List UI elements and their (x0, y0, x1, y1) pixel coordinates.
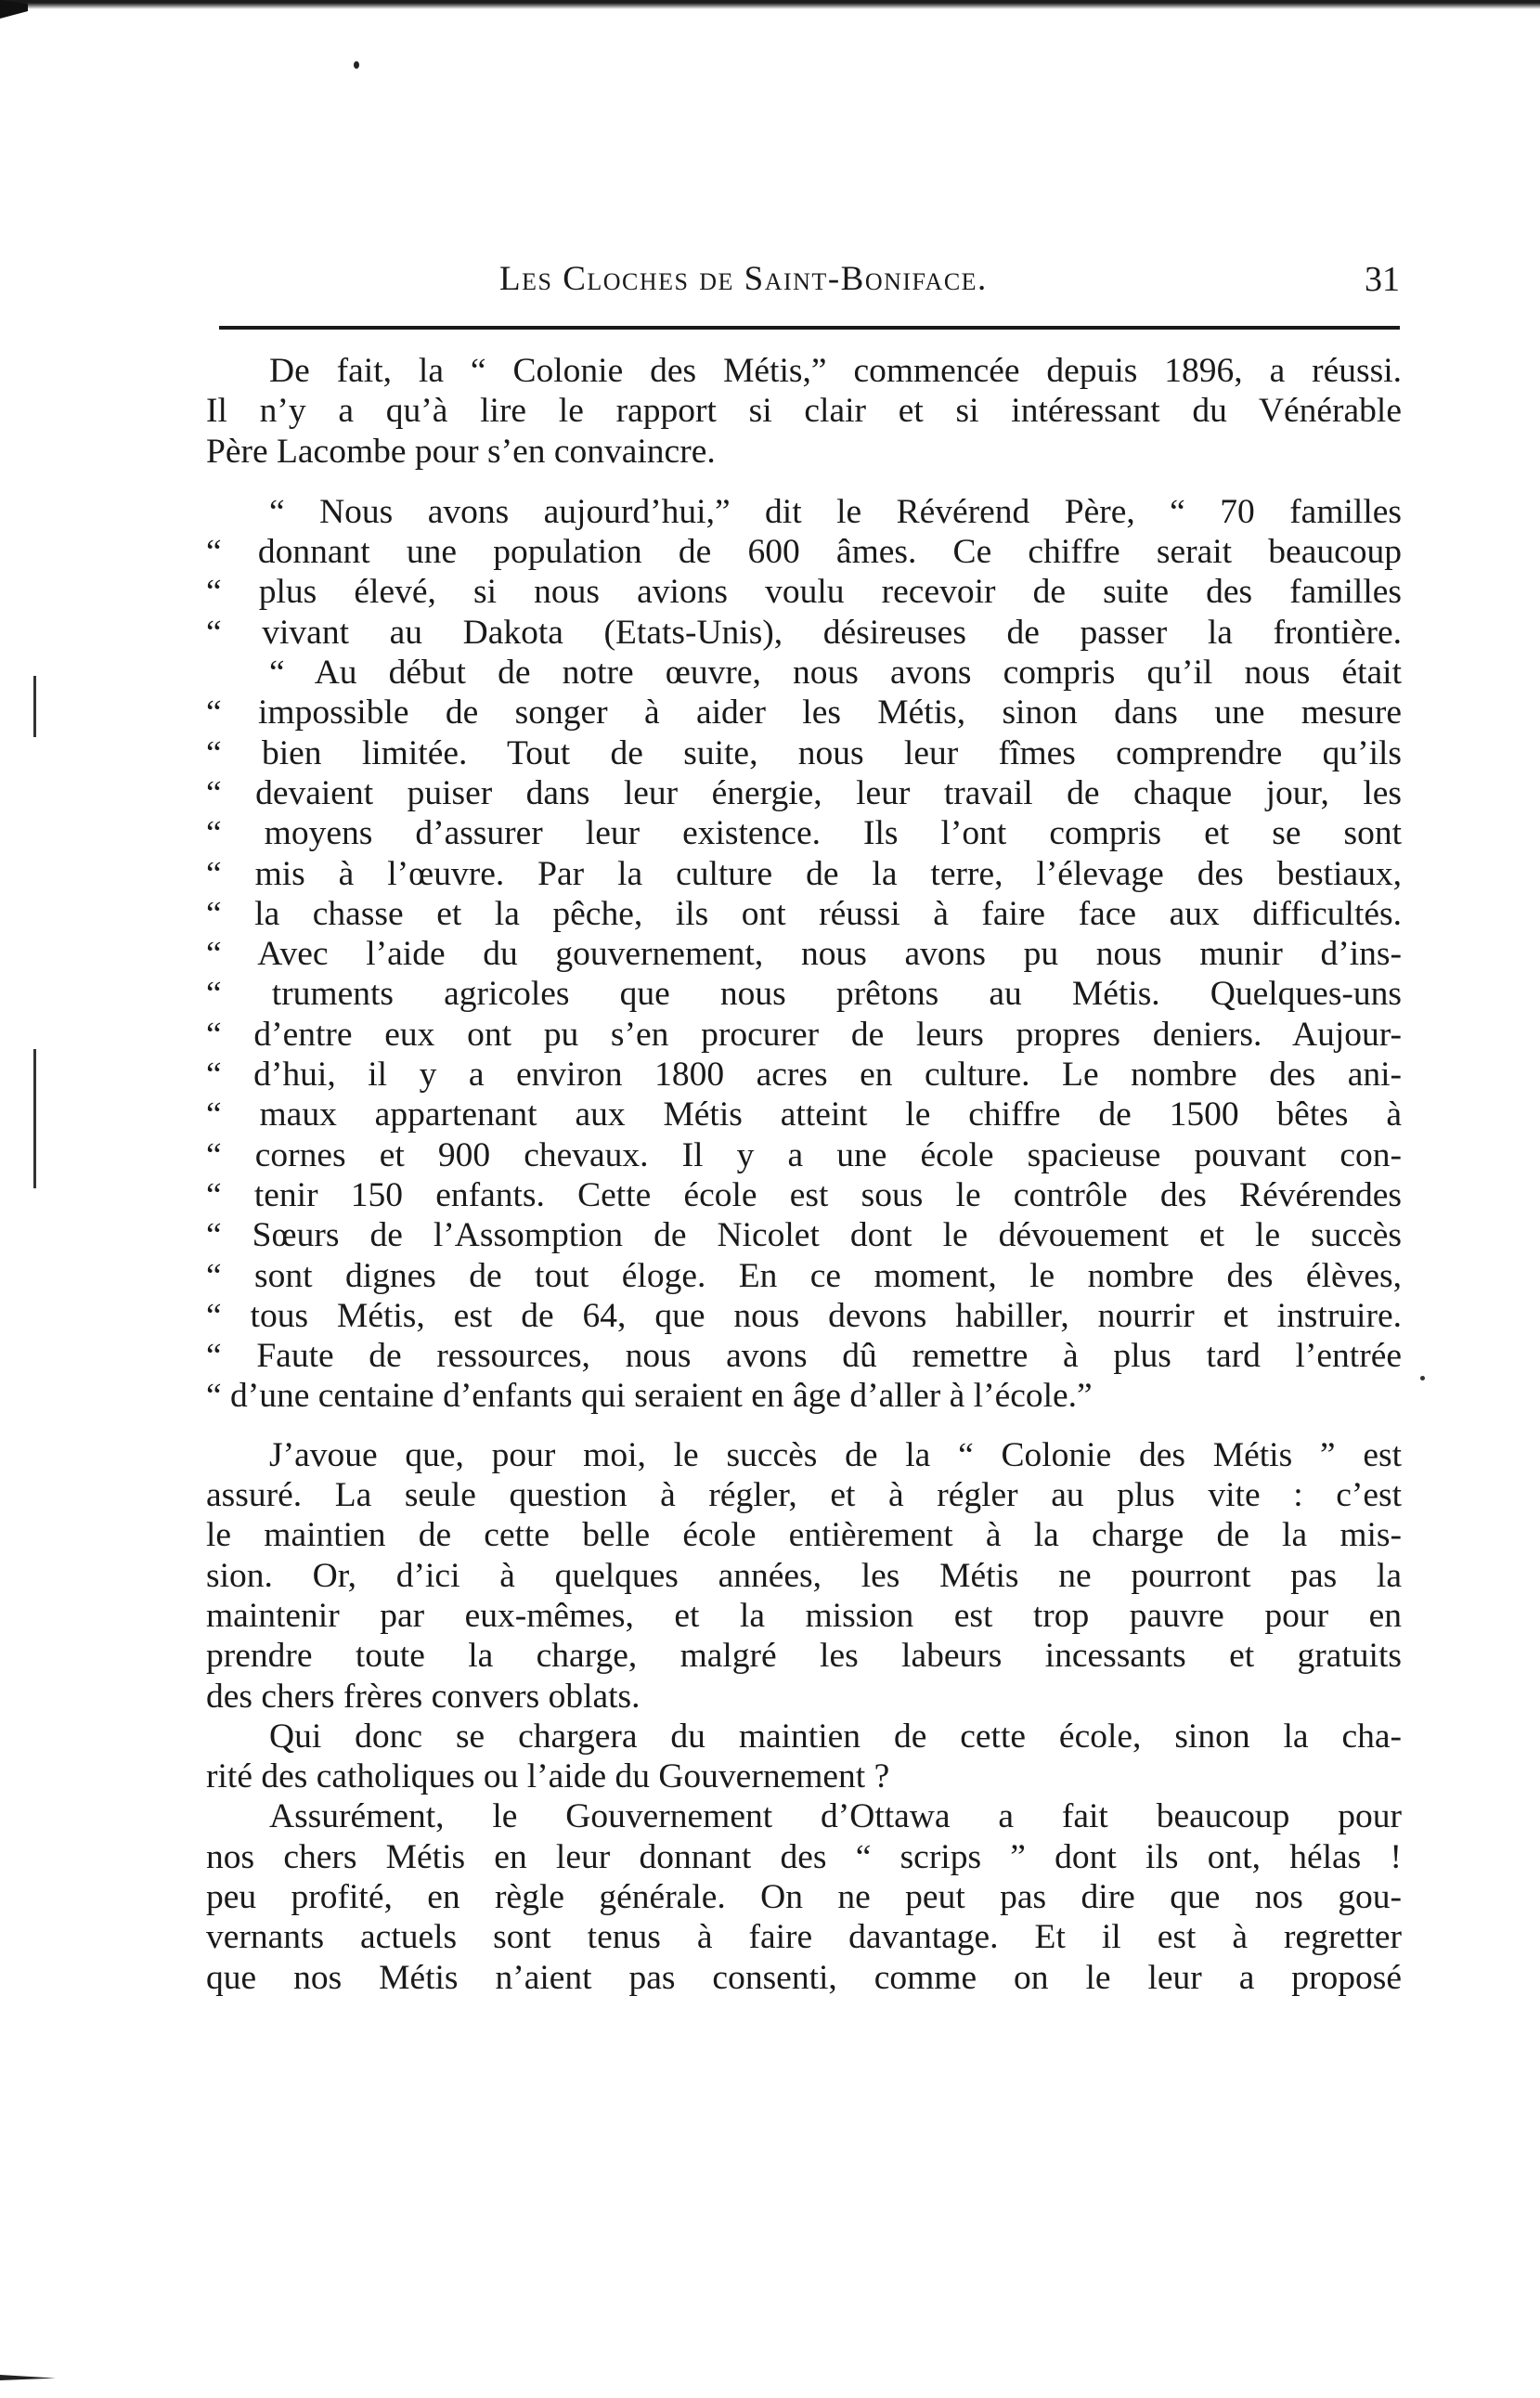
quote-paragraph (206, 653, 1402, 1417)
text-line: “ impossible de songer à aider les Métis, sinon dans une mesure (206, 693, 1402, 732)
ink-speck (1420, 1376, 1425, 1380)
text-line: assuré. La seule question à régler, et à régler au plus vite : c’est (206, 1476, 1402, 1515)
text-line: Qui donc se chargera du maintien de cette école, sinon la cha- (269, 1717, 1402, 1756)
text-line: des chers frères convers oblats. (206, 1677, 641, 1716)
text-line: “ Avec l’aide du gouvernement, nous avons pu nous munir d’ins- (206, 935, 1402, 974)
quote-paragraph (206, 492, 1402, 653)
paragraph (206, 1796, 1402, 1997)
ink-speck (354, 61, 359, 69)
text-line: “ tenir 150 enfants. Cette école est sous le contrôle des Révérendes (206, 1175, 1402, 1214)
text-line: prendre toute la charge, malgré les labeurs incessants et gratuits (206, 1637, 1402, 1676)
text-line: “ truments agricoles que nous prêtons au Métis. Quelques-uns (206, 975, 1402, 1014)
text-line: que nos Métis n’aient pas consenti, comme on le leur a proposé (206, 1958, 1402, 1997)
text-line: “ d’hui, il y a environ 1800 acres en culture. Le nombre des ani- (206, 1056, 1402, 1095)
text-line: “ Faute de ressources, nous avons dû remettre à plus tard l’entrée (206, 1337, 1402, 1376)
text-line: maintenir par eux-mêmes, et la mission est trop pauvre pour en (206, 1596, 1402, 1635)
text-line: “ bien limitée. Tout de suite, nous leur fîmes comprendre qu’ils (206, 733, 1402, 772)
scan-edge (0, 2375, 56, 2380)
text-line: “ d’une centaine d’enfants qui seraient en âge d’aller à l’école.” (206, 1377, 1093, 1416)
header-rule (219, 326, 1400, 330)
text-line: J’avoue que, pour moi, le succès de la “ Colonie des Métis ” est (269, 1435, 1402, 1474)
running-title: Les Cloches de Saint-Boniface. (499, 260, 988, 298)
text-line: “ plus élevé, si nous avions voulu recevoir de suite des familles (206, 573, 1402, 612)
text-line: Il n’y a qu’à lire le rapport si clair et si intéressant du Vénérable (206, 392, 1402, 431)
paragraph (206, 1435, 1402, 1717)
margin-mark (33, 1049, 36, 1188)
paragraph (206, 1717, 1402, 1797)
body-text (206, 351, 1402, 1998)
scan-edge (0, 0, 1540, 20)
text-line: “ Au début de notre œuvre, nous avons compris qu’il nous était (269, 654, 1402, 693)
text-line: vernants actuels sont tenus à faire davantage. Et il est à regretter (206, 1918, 1402, 1957)
text-line: “ cornes et 900 chevaux. Il y a une école spacieuse pouvant con- (206, 1135, 1402, 1174)
text-line: “ donnant une population de 600 âmes. Ce chiffre serait beaucoup (206, 533, 1402, 572)
text-line: “ d’entre eux ont pu s’en procurer de leurs propres deniers. Aujour- (206, 1015, 1402, 1054)
text-line: De fait, la “ Colonie des Métis,” commencée depuis 1896, a réussi. (269, 352, 1402, 390)
text-line: “ moyens d’assurer leur existence. Ils l’ont compris et se sont (206, 814, 1402, 853)
text-line: le maintien de cette belle école entièrement à la charge de la mis- (206, 1516, 1402, 1555)
text-line: rité des catholiques ou l’aide du Gouvernement ? (206, 1757, 890, 1796)
text-line: “ la chasse et la pêche, ils ont réussi à faire face aux difficultés. (206, 894, 1402, 933)
text-line: nos chers Métis en leur donnant des “ scrips ” dont ils ont, hélas ! (206, 1837, 1402, 1876)
text-line: “ tous Métis, est de 64, que nous devons habiller, nourrir et instruire. (206, 1296, 1402, 1335)
page-number: 31 (1365, 260, 1400, 299)
text-line: “ vivant au Dakota (Etats-Unis), désireuses de passer la frontière. (206, 613, 1402, 652)
paragraph (206, 351, 1402, 472)
text-line: Père Lacombe pour s’en convaincre. (206, 432, 716, 471)
margin-mark (33, 676, 36, 737)
text-line: “ devaient puiser dans leur énergie, leur travail de chaque jour, les (206, 773, 1402, 812)
text-line: “ mis à l’œuvre. Par la culture de la terre, l’élevage des bestiaux, (206, 854, 1402, 893)
text-line: “ Nous avons aujourd’hui,” dit le Révérend Père, “ 70 familles (269, 492, 1402, 531)
text-line: “ maux appartenant aux Métis atteint le chiffre de 1500 bêtes à (206, 1095, 1402, 1134)
text-line: Assurément, le Gouvernement d’Ottawa a fait beaucoup pour (269, 1797, 1402, 1836)
text-line: peu profité, en règle générale. On ne peut pas dire que nos gou- (206, 1877, 1402, 1916)
running-head (0, 256, 1540, 303)
text-line: sion. Or, d’ici à quelques années, les Métis ne pourront pas la (206, 1556, 1402, 1595)
text-line: “ Sœurs de l’Assomption de Nicolet dont le dévouement et le succès (206, 1216, 1402, 1255)
text-line: “ sont dignes de tout éloge. En ce moment, le nombre des élèves, (206, 1256, 1402, 1295)
